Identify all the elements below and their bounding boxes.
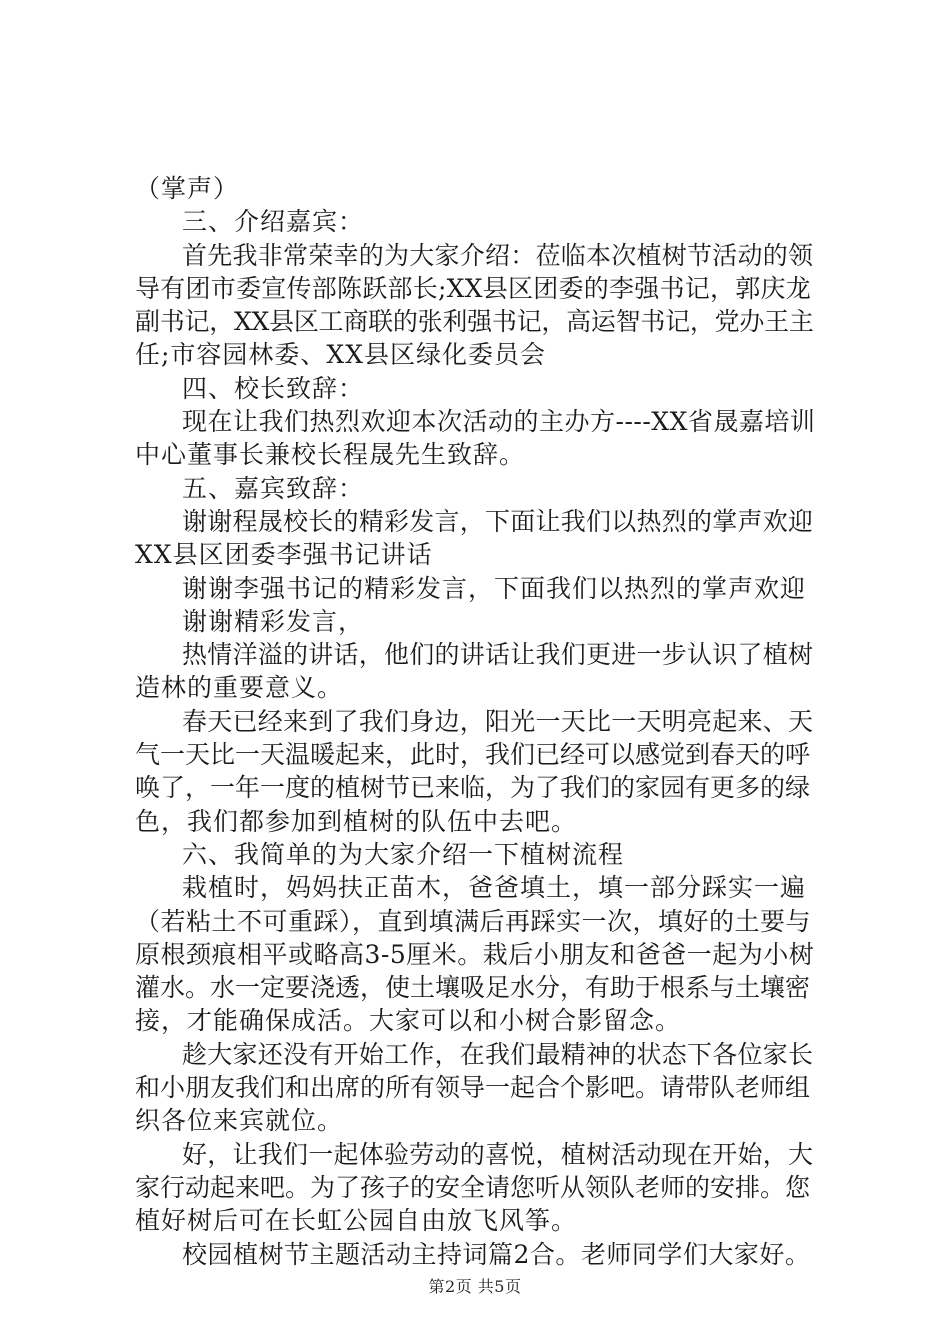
text-line: 和小朋友我们和出席的所有领导一起合个影吧。请带队老师组 (135, 1073, 811, 1103)
text-line: 接，才能确保成活。大家可以和小树合影留念。 (135, 1006, 682, 1036)
text-line: 原根颈痕相平或略高3-5厘米。栽后小朋友和爸爸一起为小树 (135, 939, 815, 969)
text-line: （掌声） (135, 174, 240, 203)
text-line: 首先我非常荣幸的为大家介绍：莅临本次植树节活动的领 (182, 240, 814, 270)
text-line: 趁大家还没有开始工作，在我们最精神的状态下各位家长 (182, 1039, 814, 1069)
text-line: 好，让我们一起体验劳动的喜悦，植树活动现在开始，大 (182, 1139, 814, 1169)
text-line: XX县区团委李强书记讲话 (135, 540, 433, 570)
text-line: 校园植树节主题活动主持词篇2合。老师同学们大家好。 (182, 1239, 811, 1269)
text-line: 织各位来宾就位。 (135, 1106, 344, 1136)
text-line: 中心董事长兼校长程晟先生致辞。 (135, 440, 526, 470)
text-line: 谢谢精彩发言， (182, 606, 365, 636)
text-line: 任;市容园林委、XX县区绿化委员会 (135, 340, 547, 370)
text-line: 谢谢李强书记的精彩发言，下面我们以热烈的掌声欢迎 (182, 573, 807, 603)
text-line: 三、介绍嘉宾： (182, 207, 365, 237)
text-line: 现在让我们热烈欢迎本次活动的主办方----XX省晟嘉培训 (182, 407, 816, 437)
text-line: 家行动起来吧。为了孩子的安全请您听从领队老师的安排。您 (135, 1172, 811, 1202)
text-line: 造林的重要意义。 (135, 673, 344, 703)
text-line: 色，我们都参加到植树的队伍中去吧。 (135, 806, 578, 836)
text-line: 灌水。水一定要浇透，使土壤吸足水分，有助于根系与土壤密 (135, 973, 811, 1003)
text-line: 六、我简单的为大家介绍一下植树流程 (182, 839, 625, 869)
page-footer: 第2页 共5页 (428, 1277, 522, 1296)
text-line: 副书记，XX县区工商联的张利强书记，高运智书记，党办王主 (135, 307, 814, 337)
text-line: 春天已经来到了我们身边，阳光一天比一天明亮起来、天 (182, 706, 814, 736)
document-body (135, 172, 815, 1271)
text-line: 唤了，一年一度的植树节已来临，为了我们的家园有更多的绿 (135, 773, 811, 803)
text-line: 四、校长致辞： (182, 373, 365, 403)
text-line: 导有团市委宣传部陈跃部长;XX县区团委的李强书记，郭庆龙 (135, 273, 812, 303)
text-line: 植好树后可在长虹公园自由放飞风筝。 (135, 1206, 578, 1236)
text-line: 谢谢程晟校长的精彩发言，下面让我们以热烈的掌声欢迎 (182, 506, 814, 536)
text-line: （若粘土不可重踩），直到填满后再踩实一次，填好的土要与 (135, 906, 812, 936)
text-line: 热情洋溢的讲话，他们的讲话让我们更进一步认识了植树 (182, 640, 814, 670)
text-line: 气一天比一天温暖起来，此时，我们已经可以感觉到春天的呼 (135, 740, 811, 770)
text-line: 栽植时，妈妈扶正苗木，爸爸填土，填一部分踩实一遍 (182, 873, 807, 903)
text-line: 五、嘉宾致辞： (182, 473, 365, 503)
